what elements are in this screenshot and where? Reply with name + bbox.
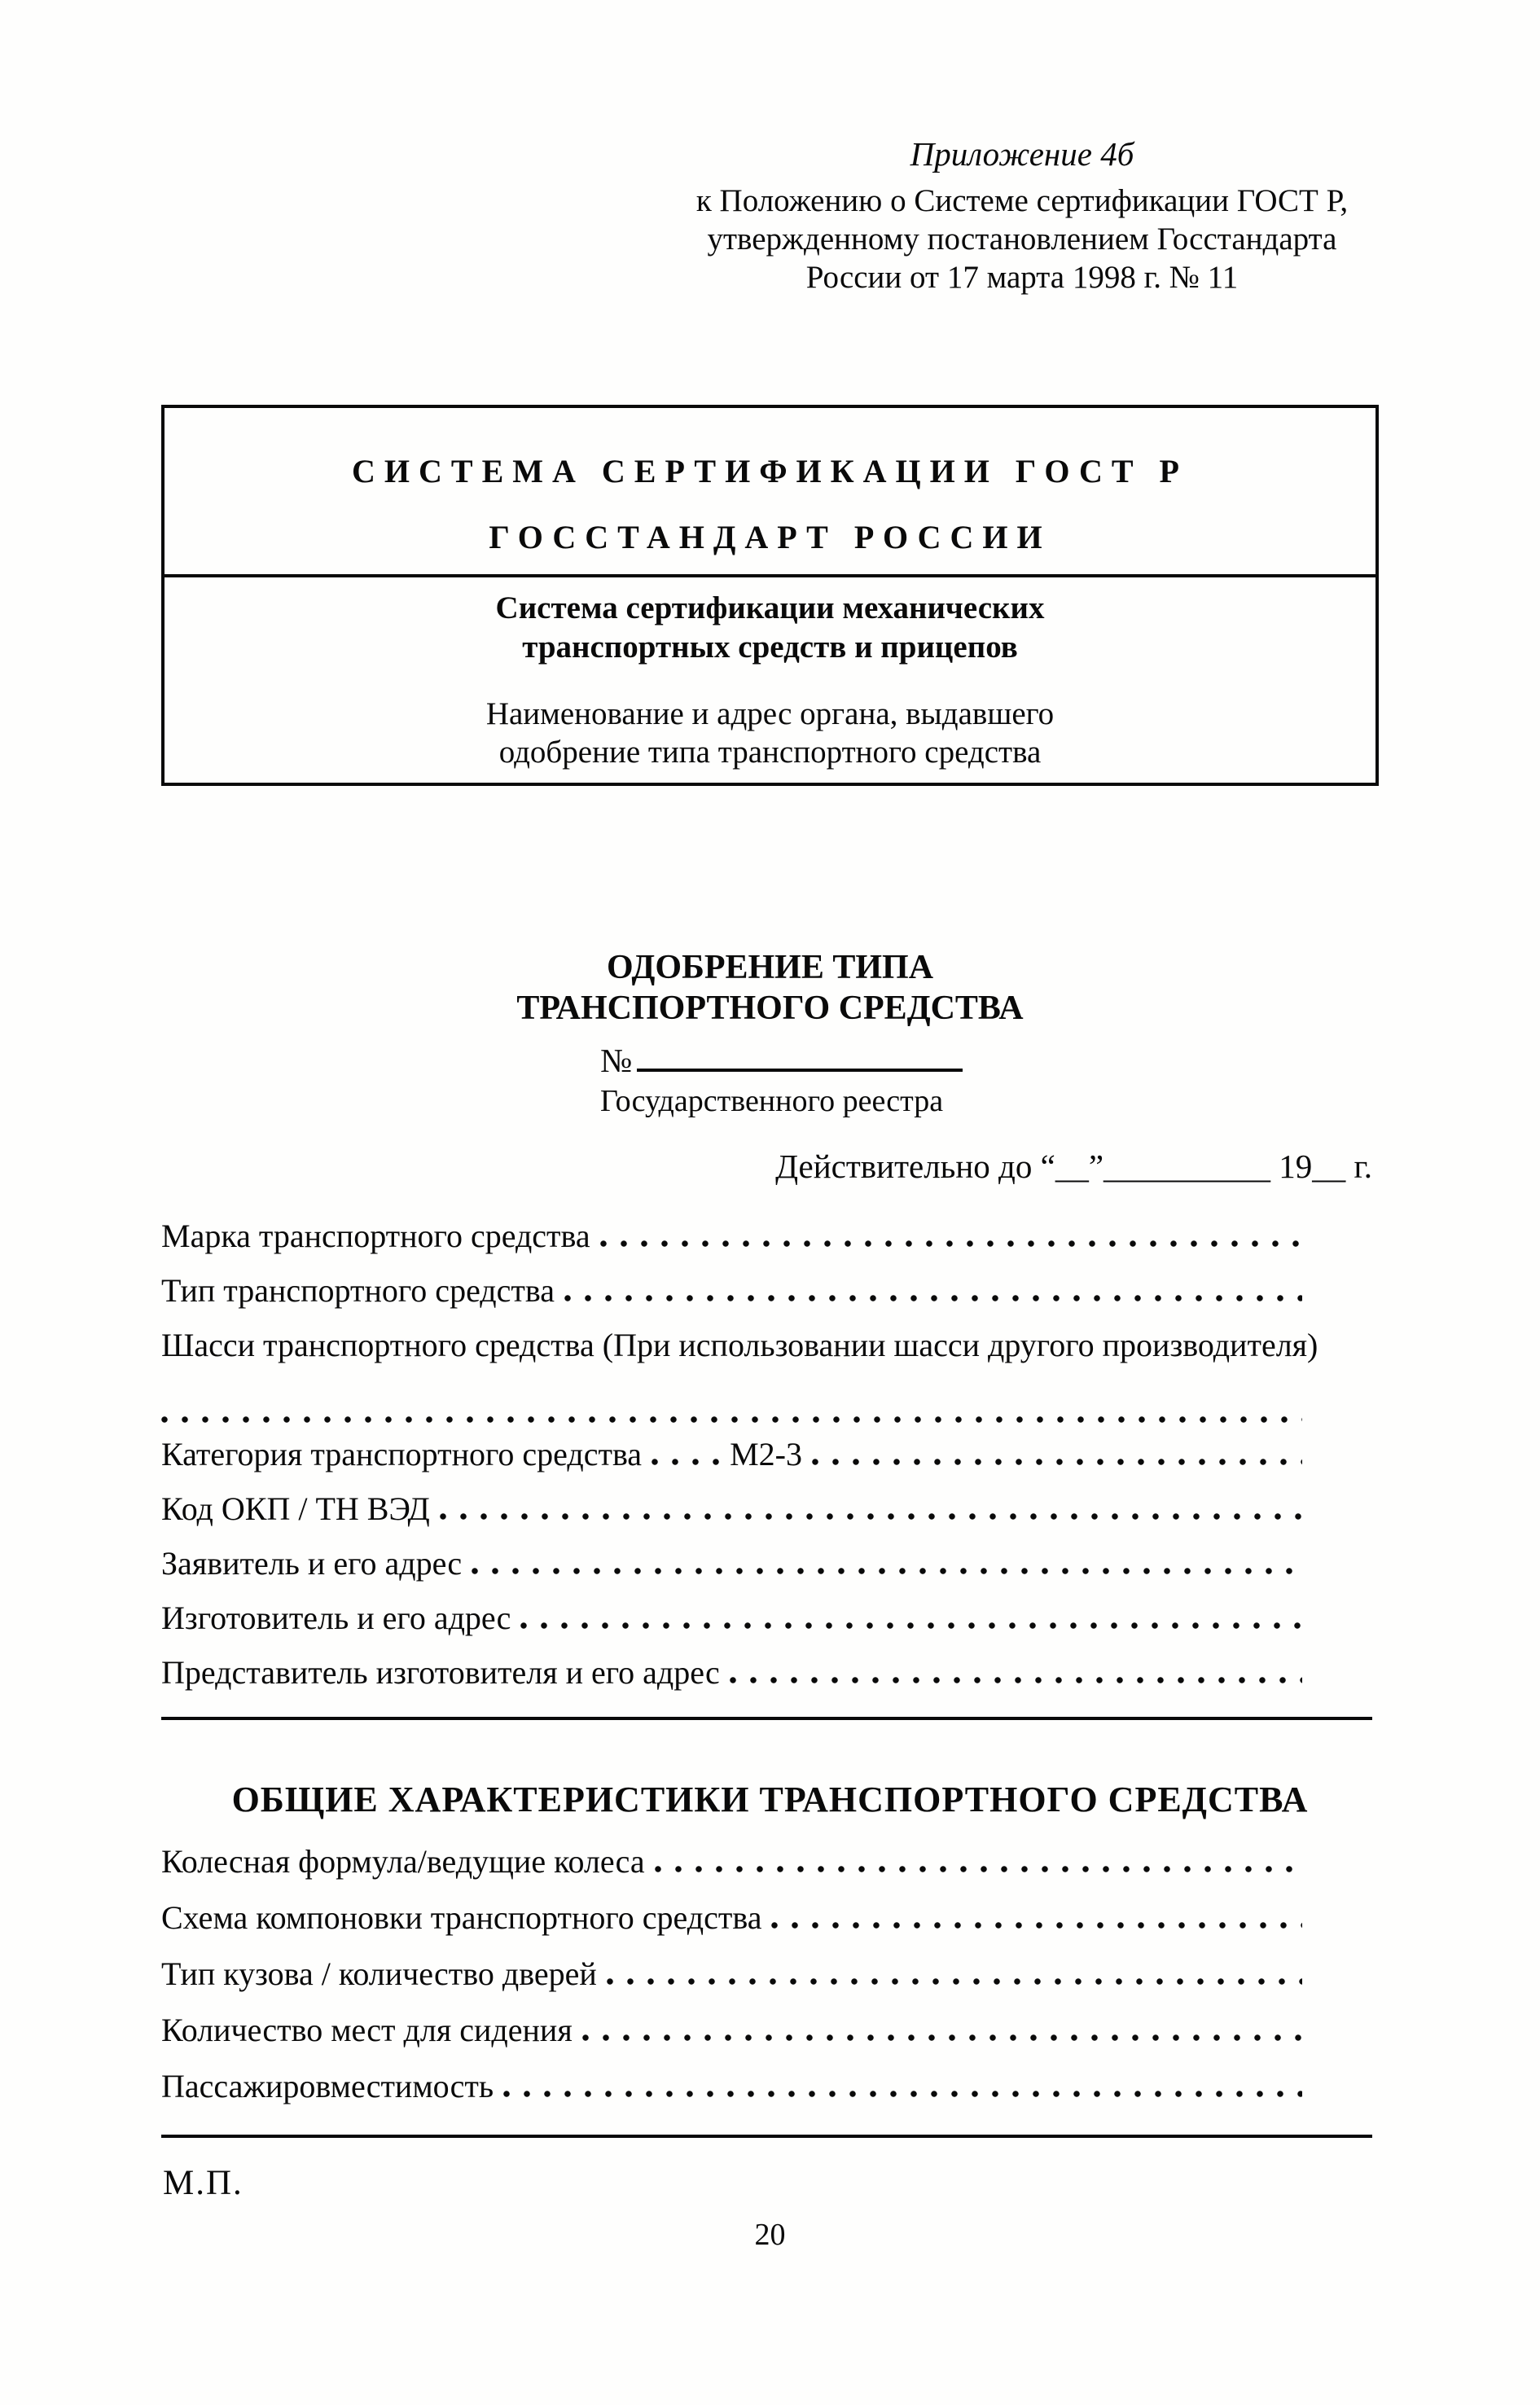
approval-title-line: ТРАНСПОРТНОГО СРЕДСТВА	[516, 990, 1024, 1027]
certification-system-title: СИСТЕМА СЕРТИФИКАЦИИ ГОСТ Р	[352, 453, 1188, 489]
authority-line: Наименование и адрес органа, выдавшего	[485, 696, 1055, 731]
field-row-wheel-formula	[161, 1842, 1372, 1898]
dotted-leader	[161, 1416, 1302, 1423]
number-blank-line	[637, 1064, 963, 1072]
field-row-chassis	[161, 1326, 1372, 1380]
field-label: Схема компоновки транспортного средства	[161, 1899, 762, 1936]
appendix-line: к Положению о Системе сертификации ГОСТ Р,	[695, 183, 1349, 218]
dotted-leader	[503, 2091, 1302, 2097]
vehicle-fields	[161, 1217, 1372, 1708]
appendix-line: России от 17 марта 1998 г. № 11	[805, 260, 1239, 295]
field-row-applicant	[161, 1544, 1372, 1599]
certification-box	[161, 405, 1379, 786]
dotted-leader	[730, 1677, 1302, 1683]
field-row-body-type	[161, 1955, 1372, 2011]
field-label: Категория транспортного средства	[161, 1436, 643, 1472]
approval-number-line	[600, 1041, 963, 1080]
approval-title	[0, 947, 1540, 1029]
cert-system-line: транспортных средств и прицепов	[522, 630, 1018, 665]
approval-title-line: ОДОБРЕНИЕ ТИПА	[606, 949, 934, 986]
field-label: Шасси транспортного средства (При использовании шасси другого производителя)	[161, 1327, 1318, 1363]
registry-label: Государственного реестра	[600, 1084, 944, 1118]
field-row-okp-code	[161, 1490, 1372, 1544]
field-row-seats	[161, 2011, 1372, 2067]
general-fields	[161, 1842, 1372, 2123]
field-label: Марка транспортного средства	[161, 1218, 590, 1254]
field-value: М2-3	[730, 1436, 802, 1472]
field-label: Тип транспортного средства	[161, 1272, 555, 1309]
field-label: Представитель изготовителя и его адрес	[161, 1654, 720, 1691]
field-label: Тип кузова / количество дверей	[161, 1955, 597, 1992]
appendix-header	[627, 135, 1417, 296]
gosstandart-title: ГОССТАНДАРТ РОССИИ	[489, 519, 1051, 555]
appendix-line: утвержденному постановлением Госстандарта	[707, 222, 1337, 257]
dotted-leader	[472, 1568, 1302, 1574]
field-row-layout-scheme	[161, 1898, 1372, 1955]
field-label: Заявитель и его адрес	[161, 1545, 463, 1582]
dotted-leader	[440, 1513, 1302, 1520]
field-label: Изготовитель и его адрес	[161, 1600, 511, 1636]
dotted-leader	[520, 1622, 1302, 1629]
valid-until-line: Действительно до “__”__________ 19__ г.	[775, 1148, 1372, 1185]
field-row-capacity	[161, 2067, 1372, 2123]
dotted-leader	[564, 1295, 1302, 1301]
authority-line: одобрение типа транспортного средства	[498, 735, 1042, 770]
page-number: 20	[754, 2218, 786, 2252]
dotted-leader	[582, 2034, 1302, 2041]
stamp-place-label: М.П.	[163, 2164, 244, 2202]
cert-system-line: Система сертификации механических	[495, 590, 1045, 625]
field-label: Колесная формула/ведущие колеса	[161, 1843, 645, 1880]
field-label: Количество мест для сидения	[161, 2012, 573, 2048]
field-label: Код ОКП / ТН ВЭД	[161, 1490, 430, 1527]
authority-name-block	[165, 695, 1375, 771]
field-row-brand	[161, 1217, 1372, 1271]
number-label: №	[600, 1042, 633, 1079]
field-row-representative	[161, 1653, 1372, 1708]
dotted-leader	[812, 1459, 1302, 1465]
dotted-leader	[771, 1922, 1302, 1929]
horizontal-rule	[161, 1717, 1372, 1720]
dotted-leader	[600, 1240, 1302, 1247]
field-row-manufacturer	[161, 1599, 1372, 1653]
dotted-leader	[607, 1978, 1302, 1985]
horizontal-rule	[161, 2135, 1372, 2138]
appendix-label: Приложение 4б	[910, 135, 1134, 173]
box-divider	[165, 574, 1375, 577]
field-row-chassis-continuation	[161, 1380, 1372, 1435]
cert-system-subtitle	[165, 589, 1375, 667]
field-row-type	[161, 1271, 1372, 1326]
general-section-title: ОБЩИЕ ХАРАКТЕРИСТИКИ ТРАНСПОРТНОГО СРЕДСТВА	[231, 1780, 1309, 1819]
field-row-category	[161, 1435, 1372, 1490]
field-label: Пассажировместимость	[161, 2068, 494, 2104]
dotted-leader	[655, 1866, 1302, 1872]
dotted-leader	[652, 1459, 730, 1465]
